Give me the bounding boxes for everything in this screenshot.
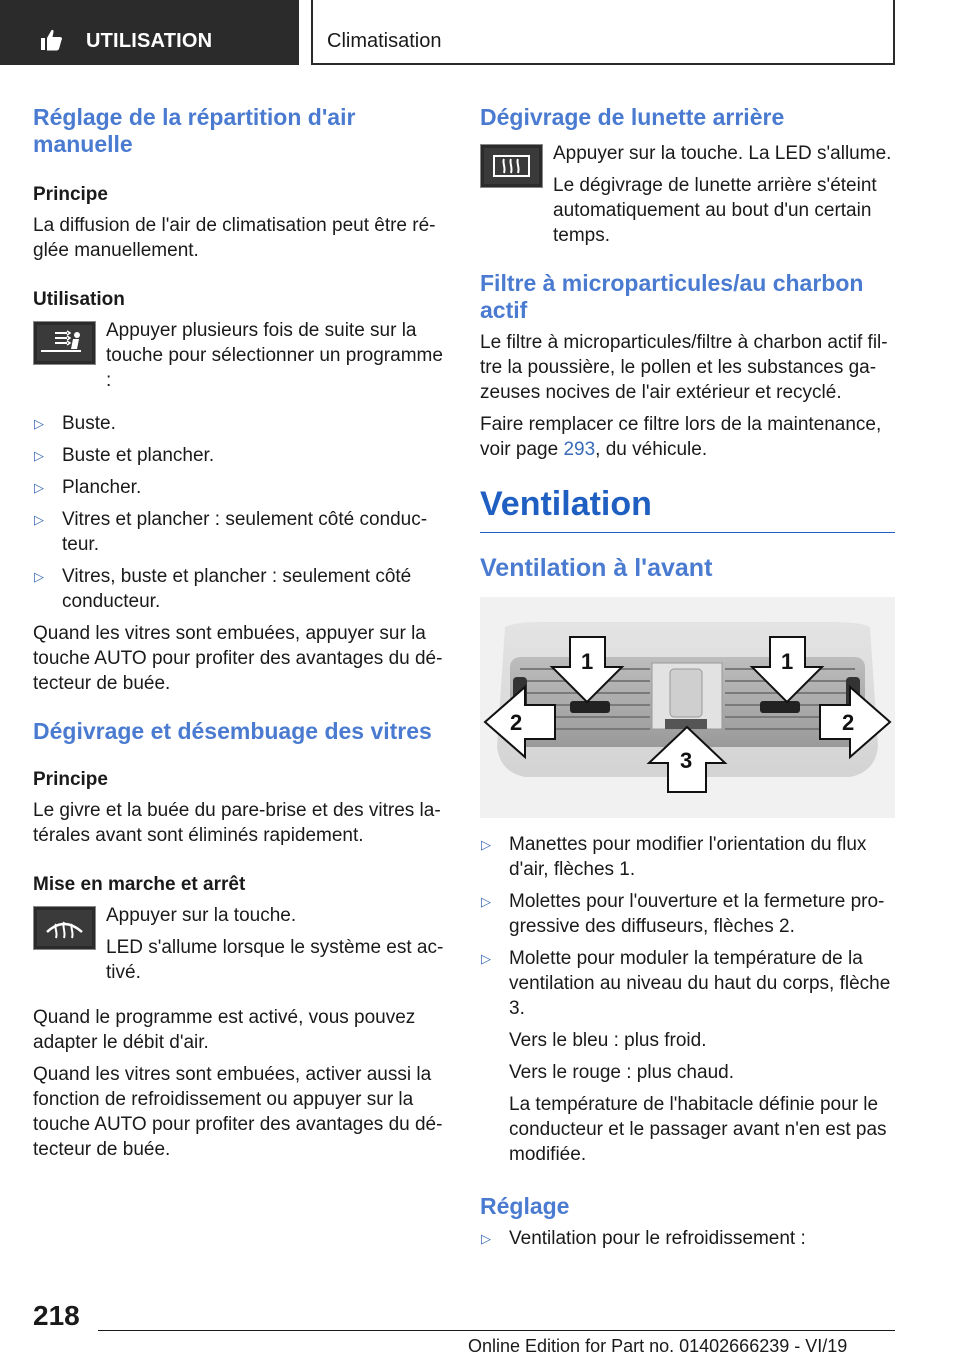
- list-item: ▷ Buste et plancher.: [34, 445, 215, 466]
- heading-marche: Mise en marche et arrêt: [33, 874, 246, 895]
- paragraph-filtre-maintenance: Faire remplacer ce filtre lors de la maintenance, voir page 293, du véhicule.: [480, 414, 882, 460]
- triangle-bullet-icon: ▷: [481, 894, 491, 909]
- paragraph-filtre: Le filtre à microparticules/filtre à charbon actif filtre la poussière, le pollen et les substances gazeuses nocives de l'air extérieur et recyclé.: [480, 332, 888, 403]
- header-section-tab: [0, 0, 299, 65]
- photo-label-3: 3: [680, 748, 693, 773]
- list-item: ▷ Ventilation pour le refroidissement :: [481, 1228, 806, 1249]
- heading-lunette: Dégivrage de lunette arrière: [480, 104, 785, 130]
- heading-degivrage: Dégivrage et désembuage des vitres: [33, 718, 432, 744]
- paragraph-principe: La diffusion de l'air de climatisation peut être réglée manuellement.: [33, 215, 436, 261]
- paragraph-marche-1: Appuyer sur la touche.: [106, 905, 297, 926]
- paragraph-lunette-2: Le dégivrage de lunette arrière s'éteint automatiquement au bout d'un certain temps.: [553, 175, 877, 246]
- list-item: ▷ Vitres, buste et plancher : seulement côté conducteur.: [34, 566, 412, 612]
- edition-info: Online Edition for Part no. 01402666239 - VI/19: [468, 1336, 848, 1356]
- right-column: [480, 100, 895, 1251]
- triangle-bullet-icon: ▷: [34, 569, 44, 584]
- paragraph-refroidissement: Quand les vitres sont embuées, activer aussi la fonction de refroidissement ou appuyer sur la touche AUTO pour profiter des avantages du détecteur de buée.: [33, 1064, 443, 1160]
- left-column: [33, 100, 445, 1162]
- paragraph-temp-note: La température de l'habitacle définie pour le conducteur et le passager avant n'en est pas modifiée.: [509, 1094, 887, 1165]
- triangle-bullet-icon: ▷: [34, 448, 44, 463]
- heading-reglage: Réglage: [480, 1193, 570, 1219]
- chapter-title: Climatisation: [327, 30, 442, 52]
- lunette-row: [480, 141, 895, 248]
- heading-ventilation-avant: Ventilation à l'avant: [480, 554, 713, 582]
- paragraph-lunette-1: Appuyer sur la touche. La LED s'allume.: [553, 143, 892, 164]
- triangle-bullet-icon: ▷: [481, 1231, 491, 1246]
- page-number: 218: [33, 1300, 80, 1331]
- paragraph-debit: Quand le programme est activé, vous pouvez adapter le débit d'air.: [33, 1007, 416, 1053]
- list-item: ▷ Buste.: [34, 413, 116, 434]
- vent-photo: [480, 597, 895, 818]
- heading-filtre: Filtre à microparticules/au charbon actif: [480, 270, 864, 323]
- photo-label-2-left: 2: [510, 710, 523, 735]
- triangle-bullet-icon: ▷: [481, 837, 491, 852]
- list-item: ▷ Vitres et plancher : seulement côté conducteur.: [34, 509, 428, 555]
- rear-window-defrost-button-icon: [480, 144, 543, 188]
- heading-principe-2: Principe: [33, 769, 108, 790]
- triangle-bullet-icon: ▷: [34, 512, 44, 527]
- header-chapter-tab: [311, 0, 895, 65]
- air-distribution-button-icon: [33, 321, 96, 365]
- program-list: [33, 411, 445, 614]
- paragraph-auto-note: Quand les vitres sont embuées, appuyer sur la touche AUTO pour profiter des avantages du détecteur de buée.: [33, 623, 443, 694]
- triangle-bullet-icon: ▷: [34, 416, 44, 431]
- heading-principe: Principe: [33, 184, 108, 205]
- vent-list: [480, 832, 895, 1167]
- footer-divider: [98, 1330, 895, 1331]
- heading-utilisation: Utilisation: [33, 289, 125, 310]
- marche-row: [33, 903, 445, 985]
- list-item: ▷ Manettes pour modifier l'orientation du flux d'air, flèches 1.: [481, 834, 867, 880]
- reglage-list: [480, 1226, 895, 1251]
- hand-pointer-icon: [38, 28, 64, 52]
- section-title: UTILISATION: [86, 30, 213, 52]
- paragraph-bleu: Vers le bleu : plus froid.: [509, 1030, 707, 1051]
- page-link[interactable]: 293: [563, 439, 596, 460]
- utilisation-row: [33, 318, 445, 393]
- list-item: ▷ Molette pour moduler la température de la ventilation au niveau du haut du corps, flèche 3. Vers le bleu : plus froid. Vers le rouge : plus chaud. La température de l'habitacle définie pour le conducteur et le passager avant n'en est pas modifiée.: [480, 946, 895, 1167]
- photo-label-2-right: 2: [842, 710, 855, 735]
- windshield-defrost-button-icon: [33, 906, 96, 950]
- list-item: ▷ Plancher.: [34, 477, 142, 498]
- paragraph-rouge: Vers le rouge : plus chaud.: [509, 1062, 734, 1083]
- paragraph-principe-2: Le givre et la buée du pare-brise et des vitres latérales avant sont éliminés rapidement.: [33, 800, 441, 846]
- heading-ventilation: Ventilation: [480, 484, 895, 533]
- triangle-bullet-icon: ▷: [34, 480, 44, 495]
- paragraph-utilisation: Appuyer plusieurs fois de suite sur la touche pour sélectionner un programme :: [106, 320, 443, 391]
- list-item: ▷ Molettes pour l'ouverture et la fermeture progressive des diffuseurs, flèches 2.: [481, 891, 885, 937]
- heading-repartition: Réglage de la répartition d'air manuelle: [33, 104, 356, 157]
- photo-label-1-left: 1: [581, 649, 594, 674]
- triangle-bullet-icon: ▷: [481, 951, 491, 966]
- paragraph-marche-2: LED s'allume lorsque le système est activé.: [106, 937, 444, 983]
- photo-label-1-right: 1: [781, 649, 794, 674]
